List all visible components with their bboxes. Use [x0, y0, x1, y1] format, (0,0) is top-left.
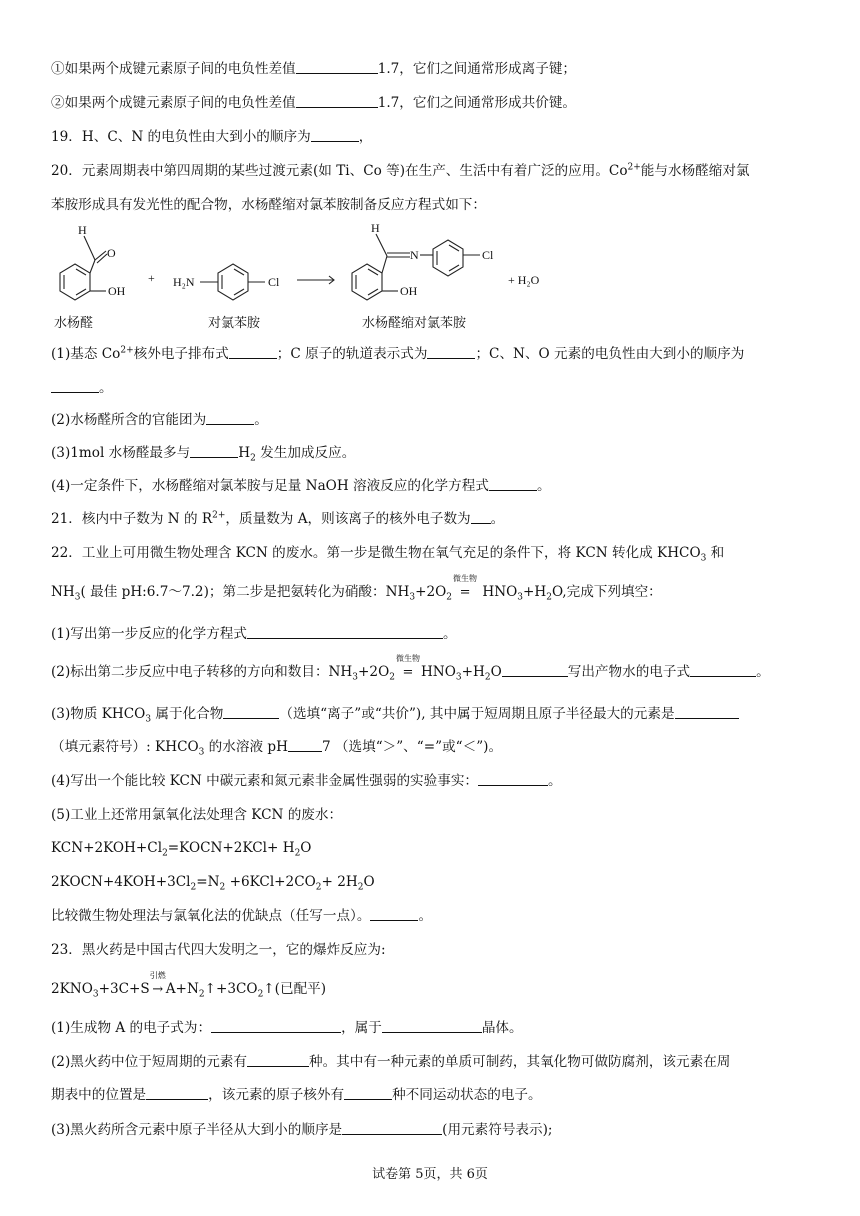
superscript: 2+ — [627, 162, 641, 173]
subscript: 2 — [198, 989, 205, 1000]
blank[interactable] — [370, 908, 418, 921]
question-20-line2 — [51, 196, 486, 214]
text: + 2H — [321, 874, 358, 890]
water-product: + H₂O — [508, 273, 540, 287]
text: (4)写出一个能比较 KCN 中碳元素和氮元素非金属性强弱的实验事实： — [51, 773, 479, 789]
blank[interactable] — [675, 706, 739, 719]
text: (2)标出第二步反应中电子转移的方向和数目：NH — [51, 664, 353, 680]
text: 2KNO — [51, 981, 93, 997]
text: (4)一定条件下，水杨醛缩对氯苯胺与足量 NaOH 溶液反应的化学方程式 — [51, 478, 489, 494]
reaction-condition — [149, 971, 166, 999]
text: 期表中的位置是 — [51, 1087, 147, 1103]
text: O,完成下列填空： — [551, 584, 662, 600]
blank[interactable] — [223, 706, 279, 719]
text: KCN+2KOH+Cl — [51, 840, 163, 856]
question-22-line1 — [51, 544, 724, 562]
text: ①如果两个成键元素原子间的电负性差值 — [51, 61, 296, 77]
question-19 — [51, 128, 372, 146]
line-bond-covalent — [51, 94, 576, 112]
text: (2)水杨醛所含的官能团为 — [51, 412, 207, 428]
subscript: 2 — [546, 592, 552, 603]
text: （选填“离子”或“共价”), 其中属于短周期且原子半径最大的元素是 — [279, 706, 675, 722]
text: 。 — [418, 908, 433, 924]
plus-sign: + — [148, 271, 155, 285]
text: (1)生成物 A 的电子式为： — [51, 1020, 212, 1036]
atom-o: O — [107, 246, 116, 260]
question-22-5 — [51, 806, 342, 824]
blank[interactable] — [229, 346, 277, 359]
blank[interactable] — [427, 346, 475, 359]
blank[interactable] — [344, 1087, 392, 1100]
text: 比较微生物处理法与氯氧化法的优缺点（任写一点）。 — [51, 908, 371, 924]
blank[interactable] — [51, 380, 99, 393]
text: 种不同运动状态的电子。 — [392, 1087, 542, 1103]
text: ，质量数为 A，则该离子的核外电子数为 — [225, 511, 471, 527]
blank[interactable] — [471, 511, 491, 524]
blank[interactable] — [247, 626, 443, 639]
text: +3C+S — [98, 981, 150, 997]
subscript: 2 — [446, 592, 453, 603]
text: 23．黑火药是中国古代四大发明之一，它的爆炸反应为: — [51, 942, 386, 958]
text: ；C、N、O 元素的电负性由大到小的顺序为 — [475, 346, 745, 362]
question-20-1-cont — [51, 379, 113, 397]
reaction-condition — [395, 654, 421, 682]
text: H — [238, 445, 251, 461]
question-22-4 — [51, 772, 562, 790]
condition-label: 微生物 — [453, 574, 478, 583]
text: （填元素符号）: KHCO — [51, 739, 199, 755]
text: 19．H、C、N 的电负性由大到小的顺序为 — [51, 129, 311, 145]
blank[interactable] — [382, 1020, 482, 1033]
question-21 — [51, 510, 504, 528]
atom-cl: Cl — [482, 248, 494, 262]
arrow-icon: → — [152, 982, 164, 997]
subscript: 2 — [257, 989, 264, 1000]
subscript: 3 — [700, 553, 707, 564]
text: 。 — [756, 664, 770, 680]
blank[interactable] — [502, 664, 568, 677]
text: HNO — [420, 664, 456, 680]
subscript: 2 — [315, 882, 322, 893]
text: ②如果两个成键元素原子间的电负性差值 — [51, 95, 296, 111]
subscript: 3 — [517, 592, 523, 603]
subscript: 2 — [484, 672, 491, 683]
question-22-1 — [51, 625, 457, 643]
question-20-line1 — [51, 162, 750, 180]
text: 的水溶液 pH — [204, 739, 288, 755]
text: 属于化合物 — [151, 706, 224, 722]
subscript: 2 — [357, 882, 364, 893]
text: 。 — [548, 773, 562, 789]
text: ( 最佳 pH:6.7～7.2)；第二步是把氨转化为硝酸：NH — [80, 584, 410, 600]
text: =KOCN+2KCl+ H — [167, 840, 295, 856]
blank[interactable] — [211, 1020, 341, 1033]
superscript: 2+ — [212, 510, 226, 521]
blank[interactable] — [296, 95, 378, 108]
text: 发生加成反应。 — [255, 445, 356, 461]
text: +H — [522, 584, 547, 600]
question-22-5-compare — [51, 907, 432, 925]
label-chloroaniline: 对氯苯胺 — [208, 315, 261, 330]
text: ；C 原子的轨道表示式为 — [276, 346, 428, 362]
condition-label: 引燃 — [149, 971, 166, 980]
text: ↑(已配平) — [263, 981, 327, 997]
group-nh2: H₂N — [173, 275, 195, 289]
text: ，属于 — [341, 1020, 382, 1036]
text: 种。其中有一种元素的单质可制药，其氧化物可做防腐剂，该元素在周 — [308, 1054, 731, 1070]
text: 核外电子排布式 — [133, 346, 229, 362]
text: =N — [196, 874, 220, 890]
text: (用元素符号表示); — [442, 1122, 553, 1138]
text: (1)基态 Co — [51, 346, 121, 362]
group-oh: OH — [108, 284, 126, 298]
question-22-3-cont — [51, 738, 502, 756]
text: 1.7，它们之间通常形成共价键。 — [377, 95, 577, 111]
reaction-condition — [452, 574, 478, 602]
text: 。 — [490, 511, 505, 527]
blank[interactable] — [342, 1122, 442, 1135]
text: O — [363, 874, 375, 890]
blank[interactable] — [690, 664, 756, 677]
text: +2O — [358, 664, 390, 680]
blank[interactable] — [206, 412, 254, 425]
text: 晶体。 — [481, 1020, 523, 1036]
group-oh: OH — [400, 284, 418, 298]
text: NH — [51, 584, 75, 600]
text: 写出产物水的电子式 — [567, 664, 691, 680]
subscript: 3 — [74, 592, 81, 603]
blank[interactable] — [478, 773, 548, 786]
page-footer: 试卷第 5页，共 6页 — [372, 1167, 488, 1182]
text: +2O — [415, 584, 447, 600]
reaction-scheme-figure — [40, 220, 560, 338]
atom-cl: Cl — [268, 275, 280, 289]
text: 能与水杨醛缩对氯 — [640, 163, 750, 179]
question-23-3 — [51, 1121, 552, 1139]
text: ， — [358, 129, 373, 145]
blank[interactable] — [489, 478, 537, 491]
text: 2KOCN+4KOH+3Cl — [51, 874, 191, 890]
subscript: 3 — [352, 672, 359, 683]
label-salicylaldehyde: 水杨醛 — [54, 315, 94, 330]
text: 7 （选填“＞”、“=”或“＜”)。 — [321, 739, 503, 755]
question-22-2 — [51, 654, 770, 683]
text: (3)黑火药所含元素中原子半径从大到小的顺序是 — [51, 1122, 343, 1138]
text: HNO — [478, 584, 518, 600]
text: 21．核内中子数为 N 的 R — [51, 511, 213, 527]
text: 。 — [254, 412, 268, 428]
text: 。 — [536, 478, 551, 494]
equals-sign: = — [402, 665, 414, 680]
question-23-2 — [51, 1053, 730, 1071]
text: ↑+3CO — [204, 981, 258, 997]
blank[interactable] — [190, 445, 238, 458]
question-20-3 — [51, 444, 355, 462]
subscript: 2 — [389, 672, 395, 683]
text: 和 — [706, 545, 725, 561]
text: 。 — [99, 380, 113, 396]
subscript: 3 — [198, 747, 205, 758]
text: 。 — [442, 626, 457, 642]
question-22-line2 — [51, 574, 662, 603]
text: 1.7，它们之间通常形成离子键； — [377, 61, 577, 77]
subscript: 3 — [92, 989, 99, 1000]
text: O — [300, 840, 312, 856]
subscript: 3 — [409, 592, 416, 603]
question-23-equation — [51, 971, 327, 1000]
blank[interactable] — [146, 1087, 208, 1100]
subscript: 3 — [455, 672, 462, 683]
question-20-2 — [51, 411, 268, 429]
atom-h: H — [78, 223, 87, 237]
question-23-1 — [51, 1019, 523, 1037]
text: ，该元素的原子核外有 — [208, 1087, 345, 1103]
text: 20．元素周期表中第四周期的某些过渡元素(如 Ti、Co 等)在生产、生活中有着广泛的应用。Co — [51, 163, 628, 179]
text: (2)黑火药中位于短周期的元素有 — [51, 1054, 247, 1070]
text: 苯胺形成具有发光性的配合物，水杨醛缩对氯苯胺制备反应方程式如下： — [51, 197, 486, 213]
atom-h: H — [371, 221, 380, 235]
text: 22．工业上可用微生物处理含 KCN 的废水。第一步是微生物在氧气充足的条件下，将 KCN 转化成 KHCO — [51, 545, 701, 561]
blank[interactable] — [288, 739, 322, 752]
text: +H — [461, 664, 485, 680]
text: A+N — [165, 981, 199, 997]
subscript: 2 — [162, 848, 168, 859]
atom-n: N — [410, 248, 419, 262]
condition-label: 微生物 — [395, 654, 420, 663]
text: (1)写出第一步反应的化学方程式 — [51, 626, 247, 642]
question-23-2-cont — [51, 1086, 542, 1104]
label-schiff-base: 水杨醛缩对氯苯胺 — [362, 315, 467, 330]
subscript: 3 — [145, 714, 152, 725]
superscript: 2+ — [120, 345, 134, 356]
question-22-3 — [51, 705, 739, 723]
equals-sign: = — [459, 585, 471, 600]
subscript: 2 — [219, 882, 226, 893]
question-23 — [51, 941, 386, 959]
text: (5)工业上还常用氯氧化法处理含 KCN 的废水： — [51, 807, 343, 823]
text: O — [490, 664, 502, 680]
text: +6KCl+2CO — [225, 874, 316, 890]
blank[interactable] — [247, 1054, 309, 1067]
text: (3)1mol 水杨醛最多与 — [51, 445, 191, 461]
subscript: 2 — [190, 882, 197, 893]
blank[interactable] — [311, 129, 359, 142]
subscript: 2 — [294, 848, 301, 859]
equation-a — [51, 839, 311, 857]
line-bond-ionic — [51, 60, 576, 78]
text: (3)物质 KHCO — [51, 706, 146, 722]
equation-b — [51, 873, 375, 891]
question-20-4 — [51, 477, 551, 495]
blank[interactable] — [296, 61, 378, 74]
question-20-1 — [51, 345, 744, 363]
subscript: 2 — [250, 453, 256, 464]
